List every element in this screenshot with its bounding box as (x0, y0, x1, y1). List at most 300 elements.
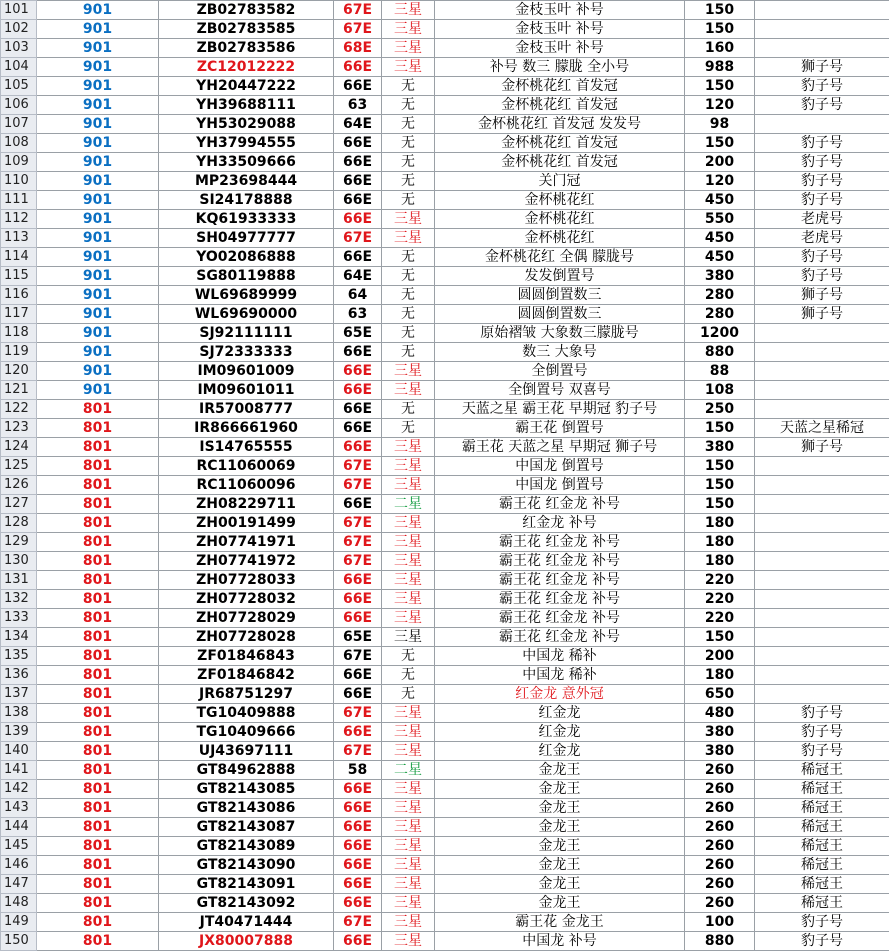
serial-number-cell[interactable]: ZF01846843 (159, 647, 334, 666)
prefix-cell[interactable]: 801 (37, 457, 159, 476)
serial-number-cell[interactable]: IM09601011 (159, 381, 334, 400)
star-rating-cell[interactable]: 无 (382, 400, 435, 419)
grade-cell[interactable]: 67E (334, 476, 382, 495)
serial-number-cell[interactable]: ZH07728028 (159, 628, 334, 647)
description-cell[interactable]: 数三 大象号 (435, 343, 685, 362)
prefix-cell[interactable]: 901 (37, 191, 159, 210)
star-rating-cell[interactable]: 三星 (382, 742, 435, 761)
note-cell[interactable]: 老虎号 (755, 210, 889, 229)
note-cell[interactable] (755, 400, 889, 419)
note-cell[interactable] (755, 343, 889, 362)
note-cell[interactable]: 豹子号 (755, 77, 889, 96)
prefix-cell[interactable]: 901 (37, 58, 159, 77)
note-cell[interactable]: 豹子号 (755, 932, 889, 951)
price-cell[interactable]: 150 (685, 134, 755, 153)
description-cell[interactable]: 发发倒置号 (435, 267, 685, 286)
price-cell[interactable]: 88 (685, 362, 755, 381)
serial-number-cell[interactable]: YH33509666 (159, 153, 334, 172)
grade-cell[interactable]: 66E (334, 134, 382, 153)
serial-number-cell[interactable]: KQ61933333 (159, 210, 334, 229)
serial-number-cell[interactable]: ZB02783585 (159, 20, 334, 39)
price-cell[interactable]: 260 (685, 856, 755, 875)
note-cell[interactable]: 狮子号 (755, 286, 889, 305)
description-cell[interactable]: 霸王花 红金龙 补号 (435, 590, 685, 609)
price-cell[interactable]: 260 (685, 837, 755, 856)
serial-number-cell[interactable]: ZH08229711 (159, 495, 334, 514)
serial-number-cell[interactable]: GT82143087 (159, 818, 334, 837)
prefix-cell[interactable]: 801 (37, 590, 159, 609)
prefix-cell[interactable]: 901 (37, 39, 159, 58)
note-cell[interactable] (755, 609, 889, 628)
price-cell[interactable]: 120 (685, 96, 755, 115)
star-rating-cell[interactable]: 无 (382, 115, 435, 134)
description-cell[interactable]: 红金龙 补号 (435, 514, 685, 533)
serial-number-cell[interactable]: WL69690000 (159, 305, 334, 324)
prefix-cell[interactable]: 901 (37, 115, 159, 134)
description-cell[interactable]: 金龙王 (435, 780, 685, 799)
price-cell[interactable]: 200 (685, 153, 755, 172)
serial-number-cell[interactable]: SJ72333333 (159, 343, 334, 362)
price-cell[interactable]: 450 (685, 191, 755, 210)
price-cell[interactable]: 150 (685, 20, 755, 39)
note-cell[interactable] (755, 590, 889, 609)
serial-number-cell[interactable]: ZH07728033 (159, 571, 334, 590)
star-rating-cell[interactable]: 无 (382, 647, 435, 666)
grade-cell[interactable]: 66E (334, 438, 382, 457)
price-cell[interactable]: 260 (685, 780, 755, 799)
description-cell[interactable]: 中国龙 稀补 (435, 647, 685, 666)
star-rating-cell[interactable]: 三星 (382, 514, 435, 533)
description-cell[interactable]: 金杯桃花红 首发冠 (435, 134, 685, 153)
star-rating-cell[interactable]: 三星 (382, 704, 435, 723)
note-cell[interactable]: 稀冠王 (755, 761, 889, 780)
serial-number-cell[interactable]: RC11060069 (159, 457, 334, 476)
row-header[interactable]: 132 (1, 590, 37, 609)
serial-number-cell[interactable]: ZH00191499 (159, 514, 334, 533)
description-cell[interactable]: 红金龙 (435, 723, 685, 742)
grade-cell[interactable]: 66E (334, 381, 382, 400)
price-cell[interactable]: 380 (685, 267, 755, 286)
star-rating-cell[interactable]: 无 (382, 305, 435, 324)
price-cell[interactable]: 150 (685, 457, 755, 476)
row-header[interactable]: 109 (1, 153, 37, 172)
star-rating-cell[interactable]: 无 (382, 419, 435, 438)
serial-number-cell[interactable]: TG10409666 (159, 723, 334, 742)
row-header[interactable]: 111 (1, 191, 37, 210)
serial-number-cell[interactable]: ZH07728029 (159, 609, 334, 628)
star-rating-cell[interactable]: 三星 (382, 552, 435, 571)
row-header[interactable]: 122 (1, 400, 37, 419)
prefix-cell[interactable]: 901 (37, 343, 159, 362)
description-cell[interactable]: 中国龙 倒置号 (435, 476, 685, 495)
prefix-cell[interactable]: 801 (37, 552, 159, 571)
row-header[interactable]: 117 (1, 305, 37, 324)
grade-cell[interactable]: 66E (334, 666, 382, 685)
price-cell[interactable]: 988 (685, 58, 755, 77)
serial-number-cell[interactable]: YH53029088 (159, 115, 334, 134)
note-cell[interactable]: 稀冠王 (755, 837, 889, 856)
grade-cell[interactable]: 66E (334, 799, 382, 818)
row-header[interactable]: 110 (1, 172, 37, 191)
serial-number-cell[interactable]: YH37994555 (159, 134, 334, 153)
prefix-cell[interactable]: 901 (37, 381, 159, 400)
grade-cell[interactable]: 65E (334, 628, 382, 647)
star-rating-cell[interactable]: 无 (382, 248, 435, 267)
star-rating-cell[interactable]: 无 (382, 77, 435, 96)
note-cell[interactable]: 稀冠王 (755, 856, 889, 875)
prefix-cell[interactable]: 801 (37, 799, 159, 818)
grade-cell[interactable]: 66E (334, 210, 382, 229)
row-header[interactable]: 131 (1, 571, 37, 590)
note-cell[interactable]: 豹子号 (755, 172, 889, 191)
description-cell[interactable]: 金枝玉叶 补号 (435, 1, 685, 20)
star-rating-cell[interactable]: 三星 (382, 799, 435, 818)
star-rating-cell[interactable]: 无 (382, 153, 435, 172)
prefix-cell[interactable]: 801 (37, 514, 159, 533)
note-cell[interactable]: 豹子号 (755, 267, 889, 286)
grade-cell[interactable]: 66E (334, 248, 382, 267)
description-cell[interactable]: 金龙王 (435, 799, 685, 818)
note-cell[interactable]: 稀冠王 (755, 780, 889, 799)
row-header[interactable]: 145 (1, 837, 37, 856)
price-cell[interactable]: 380 (685, 438, 755, 457)
price-cell[interactable]: 108 (685, 381, 755, 400)
grade-cell[interactable]: 66E (334, 894, 382, 913)
star-rating-cell[interactable]: 二星 (382, 495, 435, 514)
row-header[interactable]: 147 (1, 875, 37, 894)
star-rating-cell[interactable]: 三星 (382, 837, 435, 856)
grade-cell[interactable]: 66E (334, 191, 382, 210)
description-cell[interactable]: 金龙王 (435, 875, 685, 894)
price-cell[interactable]: 160 (685, 39, 755, 58)
row-header[interactable]: 128 (1, 514, 37, 533)
star-rating-cell[interactable]: 三星 (382, 438, 435, 457)
description-cell[interactable]: 霸王花 红金龙 补号 (435, 552, 685, 571)
grade-cell[interactable]: 67E (334, 20, 382, 39)
serial-number-cell[interactable]: GT82143090 (159, 856, 334, 875)
row-header[interactable]: 146 (1, 856, 37, 875)
star-rating-cell[interactable]: 三星 (382, 210, 435, 229)
star-rating-cell[interactable]: 三星 (382, 533, 435, 552)
serial-number-cell[interactable]: GT82143091 (159, 875, 334, 894)
price-cell[interactable]: 260 (685, 875, 755, 894)
prefix-cell[interactable]: 801 (37, 438, 159, 457)
price-cell[interactable]: 260 (685, 894, 755, 913)
note-cell[interactable] (755, 628, 889, 647)
star-rating-cell[interactable]: 三星 (382, 39, 435, 58)
row-header[interactable]: 134 (1, 628, 37, 647)
prefix-cell[interactable]: 801 (37, 685, 159, 704)
grade-cell[interactable]: 66E (334, 495, 382, 514)
note-cell[interactable]: 豹子号 (755, 723, 889, 742)
description-cell[interactable]: 原始褶皱 大象数三朦胧号 (435, 324, 685, 343)
star-rating-cell[interactable]: 三星 (382, 571, 435, 590)
price-cell[interactable]: 180 (685, 533, 755, 552)
row-header[interactable]: 139 (1, 723, 37, 742)
row-header[interactable]: 114 (1, 248, 37, 267)
price-cell[interactable]: 380 (685, 742, 755, 761)
serial-number-cell[interactable]: IR57008777 (159, 400, 334, 419)
prefix-cell[interactable]: 901 (37, 134, 159, 153)
note-cell[interactable] (755, 381, 889, 400)
grade-cell[interactable]: 66E (334, 780, 382, 799)
price-cell[interactable]: 180 (685, 552, 755, 571)
note-cell[interactable]: 豹子号 (755, 913, 889, 932)
grade-cell[interactable]: 66E (334, 362, 382, 381)
description-cell[interactable]: 圆圆倒置数三 (435, 286, 685, 305)
star-rating-cell[interactable]: 三星 (382, 723, 435, 742)
prefix-cell[interactable]: 801 (37, 780, 159, 799)
serial-number-cell[interactable]: ZH07728032 (159, 590, 334, 609)
row-header[interactable]: 133 (1, 609, 37, 628)
prefix-cell[interactable]: 801 (37, 419, 159, 438)
star-rating-cell[interactable]: 三星 (382, 229, 435, 248)
prefix-cell[interactable]: 901 (37, 286, 159, 305)
grade-cell[interactable]: 66E (334, 419, 382, 438)
description-cell[interactable]: 金杯桃花红 首发冠 (435, 153, 685, 172)
note-cell[interactable] (755, 457, 889, 476)
prefix-cell[interactable]: 801 (37, 533, 159, 552)
description-cell[interactable]: 霸王花 红金龙 补号 (435, 609, 685, 628)
grade-cell[interactable]: 67E (334, 457, 382, 476)
row-header[interactable]: 105 (1, 77, 37, 96)
serial-number-cell[interactable]: SI24178888 (159, 191, 334, 210)
prefix-cell[interactable]: 801 (37, 856, 159, 875)
star-rating-cell[interactable]: 三星 (382, 628, 435, 647)
grade-cell[interactable]: 66E (334, 590, 382, 609)
grade-cell[interactable]: 66E (334, 685, 382, 704)
grade-cell[interactable]: 66E (334, 932, 382, 951)
row-header[interactable]: 106 (1, 96, 37, 115)
description-cell[interactable]: 霸王花 天蓝之星 早期冠 狮子号 (435, 438, 685, 457)
serial-number-cell[interactable]: SJ92111111 (159, 324, 334, 343)
prefix-cell[interactable]: 801 (37, 723, 159, 742)
description-cell[interactable]: 金杯桃花红 首发冠 发发号 (435, 115, 685, 134)
description-cell[interactable]: 补号 数三 朦胧 全小号 (435, 58, 685, 77)
serial-number-cell[interactable]: SG80119888 (159, 267, 334, 286)
description-cell[interactable]: 金龙王 (435, 856, 685, 875)
grade-cell[interactable]: 66E (334, 400, 382, 419)
description-cell[interactable]: 金枝玉叶 补号 (435, 39, 685, 58)
row-header[interactable]: 127 (1, 495, 37, 514)
row-header[interactable]: 138 (1, 704, 37, 723)
note-cell[interactable]: 豹子号 (755, 191, 889, 210)
star-rating-cell[interactable]: 无 (382, 172, 435, 191)
prefix-cell[interactable]: 901 (37, 77, 159, 96)
row-header[interactable]: 142 (1, 780, 37, 799)
note-cell[interactable]: 天蓝之星稀冠 (755, 419, 889, 438)
description-cell[interactable]: 金杯桃花红 首发冠 (435, 77, 685, 96)
prefix-cell[interactable]: 901 (37, 229, 159, 248)
star-rating-cell[interactable]: 无 (382, 343, 435, 362)
star-rating-cell[interactable]: 无 (382, 666, 435, 685)
prefix-cell[interactable]: 801 (37, 704, 159, 723)
note-cell[interactable]: 豹子号 (755, 704, 889, 723)
description-cell[interactable]: 中国龙 稀补 (435, 666, 685, 685)
description-cell[interactable]: 金龙王 (435, 761, 685, 780)
serial-number-cell[interactable]: YH39688111 (159, 96, 334, 115)
row-header[interactable]: 120 (1, 362, 37, 381)
grade-cell[interactable]: 58 (334, 761, 382, 780)
serial-number-cell[interactable]: ZH07741971 (159, 533, 334, 552)
row-header[interactable]: 115 (1, 267, 37, 286)
price-cell[interactable]: 550 (685, 210, 755, 229)
grade-cell[interactable]: 66E (334, 818, 382, 837)
price-cell[interactable]: 98 (685, 115, 755, 134)
note-cell[interactable]: 稀冠王 (755, 875, 889, 894)
prefix-cell[interactable]: 801 (37, 875, 159, 894)
row-header[interactable]: 140 (1, 742, 37, 761)
grade-cell[interactable]: 64 (334, 286, 382, 305)
note-cell[interactable] (755, 666, 889, 685)
description-cell[interactable]: 金杯桃花红 (435, 229, 685, 248)
grade-cell[interactable]: 66E (334, 571, 382, 590)
price-cell[interactable]: 1200 (685, 324, 755, 343)
grade-cell[interactable]: 66E (334, 153, 382, 172)
prefix-cell[interactable]: 801 (37, 932, 159, 951)
price-cell[interactable]: 280 (685, 286, 755, 305)
price-cell[interactable]: 260 (685, 818, 755, 837)
note-cell[interactable]: 豹子号 (755, 96, 889, 115)
serial-number-cell[interactable]: ZC12012222 (159, 58, 334, 77)
star-rating-cell[interactable]: 三星 (382, 1, 435, 20)
price-cell[interactable]: 260 (685, 761, 755, 780)
prefix-cell[interactable]: 801 (37, 628, 159, 647)
star-rating-cell[interactable]: 三星 (382, 894, 435, 913)
serial-number-cell[interactable]: YH20447222 (159, 77, 334, 96)
row-header[interactable]: 112 (1, 210, 37, 229)
description-cell[interactable]: 中国龙 补号 (435, 932, 685, 951)
prefix-cell[interactable]: 801 (37, 476, 159, 495)
prefix-cell[interactable]: 901 (37, 248, 159, 267)
description-cell[interactable]: 红金龙 意外冠 (435, 685, 685, 704)
star-rating-cell[interactable]: 无 (382, 134, 435, 153)
serial-number-cell[interactable]: GT82143092 (159, 894, 334, 913)
serial-number-cell[interactable]: GT82143089 (159, 837, 334, 856)
note-cell[interactable] (755, 533, 889, 552)
serial-number-cell[interactable]: GT82143086 (159, 799, 334, 818)
prefix-cell[interactable]: 801 (37, 894, 159, 913)
star-rating-cell[interactable]: 三星 (382, 20, 435, 39)
grade-cell[interactable]: 63 (334, 305, 382, 324)
price-cell[interactable]: 220 (685, 571, 755, 590)
note-cell[interactable] (755, 20, 889, 39)
prefix-cell[interactable]: 801 (37, 400, 159, 419)
description-cell[interactable]: 全倒置号 双喜号 (435, 381, 685, 400)
prefix-cell[interactable]: 801 (37, 818, 159, 837)
note-cell[interactable] (755, 571, 889, 590)
star-rating-cell[interactable]: 无 (382, 324, 435, 343)
star-rating-cell[interactable]: 三星 (382, 875, 435, 894)
prefix-cell[interactable]: 801 (37, 913, 159, 932)
note-cell[interactable]: 豹子号 (755, 134, 889, 153)
serial-number-cell[interactable]: GT84962888 (159, 761, 334, 780)
prefix-cell[interactable]: 801 (37, 609, 159, 628)
row-header[interactable]: 126 (1, 476, 37, 495)
note-cell[interactable]: 豹子号 (755, 742, 889, 761)
serial-number-cell[interactable]: JX80007888 (159, 932, 334, 951)
note-cell[interactable] (755, 647, 889, 666)
row-header[interactable]: 102 (1, 20, 37, 39)
note-cell[interactable] (755, 685, 889, 704)
description-cell[interactable]: 霸王花 金龙王 (435, 913, 685, 932)
grade-cell[interactable]: 67E (334, 229, 382, 248)
row-header[interactable]: 143 (1, 799, 37, 818)
description-cell[interactable]: 天蓝之星 霸王花 早期冠 豹子号 (435, 400, 685, 419)
row-header[interactable]: 150 (1, 932, 37, 951)
row-header[interactable]: 116 (1, 286, 37, 305)
note-cell[interactable] (755, 495, 889, 514)
description-cell[interactable]: 金枝玉叶 补号 (435, 20, 685, 39)
serial-number-cell[interactable]: YO02086888 (159, 248, 334, 267)
price-cell[interactable]: 220 (685, 590, 755, 609)
row-header[interactable]: 118 (1, 324, 37, 343)
star-rating-cell[interactable]: 无 (382, 267, 435, 286)
price-cell[interactable]: 450 (685, 248, 755, 267)
grade-cell[interactable]: 67E (334, 552, 382, 571)
serial-number-cell[interactable]: ZB02783582 (159, 1, 334, 20)
note-cell[interactable]: 稀冠王 (755, 818, 889, 837)
row-header[interactable]: 101 (1, 1, 37, 20)
serial-number-cell[interactable]: SH04977777 (159, 229, 334, 248)
price-cell[interactable]: 650 (685, 685, 755, 704)
description-cell[interactable]: 霸王花 倒置号 (435, 419, 685, 438)
serial-number-cell[interactable]: IM09601009 (159, 362, 334, 381)
price-cell[interactable]: 880 (685, 932, 755, 951)
grade-cell[interactable]: 65E (334, 324, 382, 343)
row-header[interactable]: 141 (1, 761, 37, 780)
star-rating-cell[interactable]: 三星 (382, 362, 435, 381)
note-cell[interactable]: 老虎号 (755, 229, 889, 248)
description-cell[interactable]: 霸王花 红金龙 补号 (435, 571, 685, 590)
price-cell[interactable]: 200 (685, 647, 755, 666)
price-cell[interactable]: 150 (685, 476, 755, 495)
grade-cell[interactable]: 66E (334, 77, 382, 96)
grade-cell[interactable]: 64E (334, 115, 382, 134)
row-header[interactable]: 144 (1, 818, 37, 837)
prefix-cell[interactable]: 901 (37, 362, 159, 381)
row-header[interactable]: 103 (1, 39, 37, 58)
description-cell[interactable]: 关门冠 (435, 172, 685, 191)
row-header[interactable]: 124 (1, 438, 37, 457)
prefix-cell[interactable]: 801 (37, 837, 159, 856)
row-header[interactable]: 149 (1, 913, 37, 932)
description-cell[interactable]: 金杯桃花红 全偶 朦胧号 (435, 248, 685, 267)
row-header[interactable]: 148 (1, 894, 37, 913)
price-cell[interactable]: 380 (685, 723, 755, 742)
star-rating-cell[interactable]: 无 (382, 286, 435, 305)
row-header[interactable]: 104 (1, 58, 37, 77)
star-rating-cell[interactable]: 无 (382, 96, 435, 115)
price-cell[interactable]: 150 (685, 419, 755, 438)
serial-number-cell[interactable]: MP23698444 (159, 172, 334, 191)
description-cell[interactable]: 金龙王 (435, 894, 685, 913)
description-cell[interactable]: 中国龙 倒置号 (435, 457, 685, 476)
price-cell[interactable]: 260 (685, 799, 755, 818)
prefix-cell[interactable]: 901 (37, 1, 159, 20)
star-rating-cell[interactable]: 二星 (382, 761, 435, 780)
description-cell[interactable]: 红金龙 (435, 742, 685, 761)
grade-cell[interactable]: 66E (334, 609, 382, 628)
star-rating-cell[interactable]: 三星 (382, 381, 435, 400)
description-cell[interactable]: 金杯桃花红 (435, 210, 685, 229)
note-cell[interactable] (755, 115, 889, 134)
note-cell[interactable]: 稀冠王 (755, 799, 889, 818)
row-header[interactable]: 113 (1, 229, 37, 248)
row-header[interactable]: 107 (1, 115, 37, 134)
description-cell[interactable]: 霸王花 红金龙 补号 (435, 533, 685, 552)
grade-cell[interactable]: 67E (334, 742, 382, 761)
